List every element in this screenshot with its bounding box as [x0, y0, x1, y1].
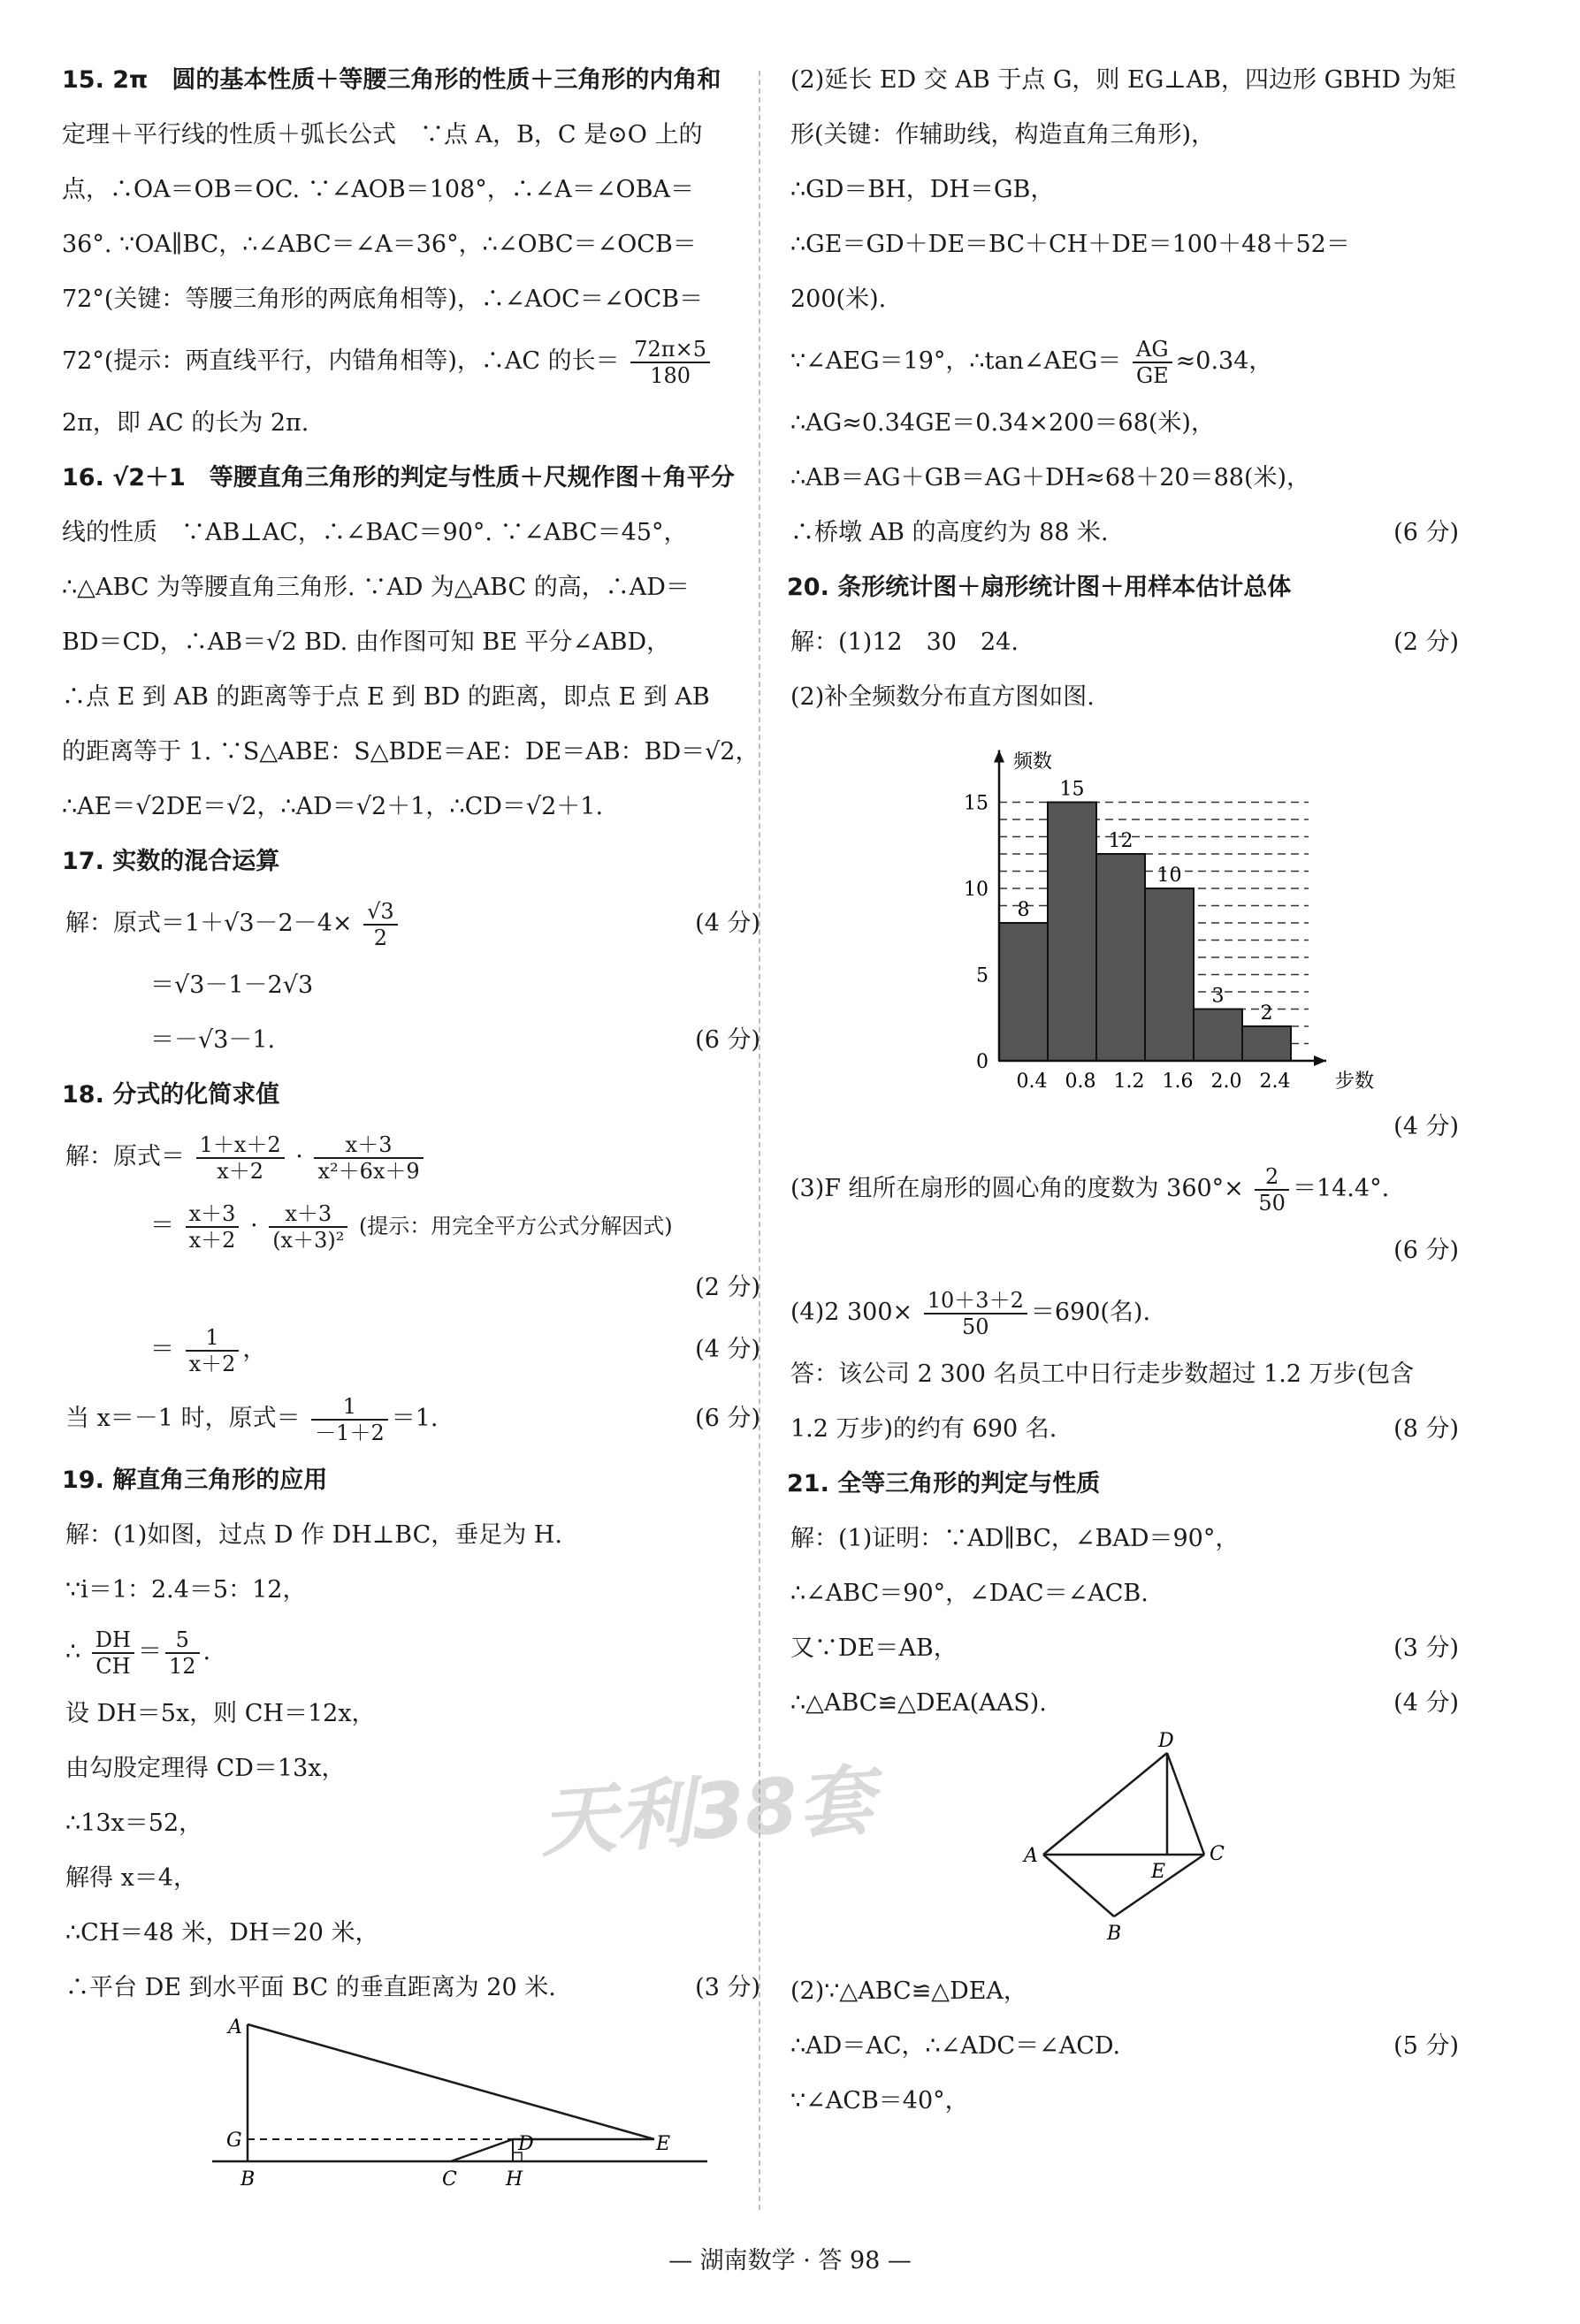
fraction-numerator: x＋3: [269, 1201, 347, 1228]
fraction-denominator: 2: [373, 925, 388, 950]
q19-line: ∵i＝1：2.4＝5：12，: [65, 1576, 307, 1604]
q19-text: ∴: [65, 1638, 81, 1665]
q19-text: .: [202, 1638, 211, 1665]
q19-text: ∴平台 DE 到水平面 BC 的垂直距离为 20 米.: [65, 1974, 556, 2001]
q15-line: 定理＋平行线的性质＋弧长公式 ∵点 A，B，C 是⊙O 上的: [62, 121, 703, 149]
score-label: (4 分): [695, 1336, 760, 1363]
fraction-denominator: (x＋3)²: [272, 1227, 345, 1253]
q16-line: 的距离等于 1. ∵S△ABE：S△BDE＝AE：DE＝AB：BD＝√2，: [62, 738, 759, 766]
y-tick-label: 0: [976, 1051, 988, 1073]
segment-ab: [1043, 1855, 1114, 1916]
segment-ae: [248, 2024, 654, 2139]
q21-line: 解：(1)证明：∵AD∥BC，∠BAD＝90°，: [790, 1525, 1240, 1552]
fraction: [1255, 1164, 1289, 1215]
q21-text: 又∵DE＝AB，: [790, 1634, 958, 1662]
point-h-label: H: [506, 2168, 523, 2191]
q20-text: ＝690(名).: [1030, 1299, 1151, 1326]
q19-text: ＝: [137, 1638, 162, 1665]
point-a-label: A: [1024, 1845, 1038, 1867]
y-tick-label: 15: [964, 792, 988, 815]
q16-line: BD＝CD，∴AB＝√2 BD. 由作图可知 BE 平分∠ABD，: [62, 629, 671, 656]
fraction-numerator: 2: [1255, 1164, 1289, 1191]
q19-line: 200(米).: [790, 286, 887, 313]
quadrilateral-diagram: [787, 1731, 1459, 1961]
fraction: [269, 1201, 347, 1253]
q19-text: ∴桥墩 AB 的高度约为 88 米.: [790, 519, 1109, 546]
bar: [999, 923, 1048, 1061]
fraction: [92, 1627, 134, 1679]
score-label: (5 分): [1393, 2032, 1459, 2060]
fraction-numerator: 1: [186, 1325, 240, 1352]
q19-line: ∴GE＝GD＋DE＝BC＋CH＋DE＝100＋48＋52＝: [790, 231, 1350, 258]
q15-line: 72°(关键：等腰三角形的两底角相等)，∴∠AOC＝∠OCB＝: [62, 286, 704, 313]
q20-text: 1.2 万步)的约有 690 名.: [790, 1415, 1057, 1443]
q16-line: ∴点 E 到 AB 的距离等于点 E 到 BD 的距离，即点 E 到 AB: [62, 683, 710, 711]
q19-line: ∴AB＝AG＋GB＝AG＋DH≈68＋20＝88(米)，: [790, 464, 1311, 491]
q21-text: ∴△ABC≌△DEA(AAS).: [790, 1689, 1047, 1717]
segment-dc: [1167, 1753, 1204, 1855]
bar: [1194, 1010, 1242, 1062]
bar-value-label: 2: [1260, 1002, 1273, 1025]
sqrt3-over-2-fraction: [363, 899, 398, 950]
score-label: (8 分): [1393, 1415, 1459, 1443]
fraction-denominator: x²＋6x＋9: [317, 1158, 420, 1184]
q18-heading: 18. 分式的化简求值: [62, 1081, 280, 1109]
fraction: [165, 1627, 200, 1679]
point-c-label: C: [442, 2168, 457, 2191]
fraction-denominator: 180: [650, 362, 691, 388]
q19-line: 由勾股定理得 CD＝13x，: [65, 1755, 346, 1782]
q20-text: (3)F 组所在扇形的圆心角的度数为 360°×: [790, 1175, 1244, 1202]
fraction-denominator: 50: [962, 1314, 989, 1339]
fraction-numerator: 1: [311, 1394, 388, 1421]
multiply-dot: ·: [250, 1212, 258, 1239]
fraction: [186, 1201, 240, 1253]
q21-line: [787, 2019, 1459, 2074]
q16-line: ∴AE＝√2DE＝√2，∴AD＝√2＋1，∴CD＝√2＋1.: [62, 793, 604, 820]
q19-line: [62, 1961, 760, 2015]
q19-line: [787, 506, 1459, 560]
x-tick-label: 0.8: [1065, 1071, 1096, 1093]
q19-line: 解得 x＝4，: [65, 1864, 197, 1892]
q19-text: ≈0.34，: [1175, 347, 1273, 375]
fraction-numerator: DH: [92, 1627, 134, 1654]
q19-line: ∴CH＝48 米，DH＝20 米，: [65, 1919, 379, 1947]
q18-text: 解：原式＝: [65, 1143, 185, 1170]
watermark-logo: 天利38套: [537, 1756, 877, 1869]
q20-heading: 20. 条形统计图＋扇形统计图＋用样本估计总体: [787, 574, 1292, 601]
fraction: [186, 1325, 240, 1376]
point-b-label: B: [240, 2168, 256, 2191]
bar: [1096, 854, 1145, 1061]
bridge-pier-diagram: [195, 2015, 725, 2192]
q21-text: ∴AD＝AC，∴∠ADC＝∠ACD.: [790, 2032, 1121, 2060]
bar-value-label: 8: [1017, 899, 1030, 921]
q17-line: [62, 1013, 760, 1068]
fraction-numerator: √3: [363, 899, 398, 926]
q19-line: [62, 1618, 760, 1687]
left-column: [62, 53, 760, 2196]
q18-line: [62, 1315, 760, 1384]
q18-text: ＝: [150, 1212, 174, 1239]
q17-text: ＝－√3－1.: [150, 1026, 276, 1054]
q19-line: 解：(1)如图，过点 D 作 DH⊥BC，垂足为 H.: [65, 1521, 562, 1549]
fraction: [196, 1132, 285, 1184]
x-tick-label: 1.6: [1162, 1071, 1194, 1093]
q20-line: [787, 1278, 1459, 1347]
q18-line: [62, 1123, 760, 1192]
q17-heading: 17. 实数的混合运算: [62, 848, 280, 875]
q18-text: ，: [242, 1336, 267, 1363]
x-tick-label: 1.2: [1113, 1071, 1145, 1093]
q19-line: ∴AG≈0.34GE＝0.34×200＝68(米)，: [790, 409, 1215, 437]
segment-ad: [1043, 1753, 1167, 1855]
bar: [1048, 803, 1096, 1062]
q19-line: ∴GD＝BH，DH＝GB，: [790, 176, 1055, 203]
frequency-histogram: [787, 725, 1459, 1096]
bar-value-label: 10: [1156, 865, 1182, 887]
score-label: (4 分): [1393, 1689, 1459, 1717]
bar: [1242, 1026, 1291, 1061]
fraction-numerator: 10＋3＋2: [924, 1288, 1027, 1314]
fraction: [314, 1132, 423, 1184]
fraction: [1133, 337, 1172, 388]
score-label: (6 分): [1393, 519, 1459, 546]
fraction-numerator: x＋3: [314, 1132, 423, 1159]
q20-text: (4)2 300×: [790, 1299, 913, 1326]
q19-line: 设 DH＝5x，则 CH＝12x，: [65, 1700, 376, 1727]
q15-line: 2π，即 AC 的长为 2π.: [62, 409, 309, 437]
q16-line: ∴△ABC 为等腰直角三角形. ∵AD 为△ABC 的高，∴AD＝: [62, 574, 690, 601]
q20-line: [787, 1402, 1459, 1457]
y-tick-label: 10: [964, 879, 988, 901]
q19-heading: 19. 解直角三角形的应用: [62, 1467, 328, 1494]
q19-line: 形(关键：作辅助线，构造直角三角形)，: [790, 121, 1216, 149]
score-label: (3 分): [1393, 1634, 1459, 1662]
q20-text: 解：(1)12 30 24.: [790, 629, 1019, 656]
q18-line: [62, 1384, 760, 1453]
arc-length-fraction: [630, 337, 710, 388]
q17-line: ＝√3－1－2√3: [150, 972, 314, 999]
fraction-denominator: x＋2: [217, 1158, 264, 1184]
q15-line: 36°. ∵OA∥BC，∴∠ABC＝∠A＝36°，∴∠OBC＝∠OCB＝: [62, 231, 697, 258]
score-label: (4 分): [1393, 1113, 1459, 1140]
bar-value-label: 15: [1059, 778, 1085, 801]
q20-score-line: [787, 1100, 1459, 1154]
q20-line: [787, 1154, 1459, 1223]
point-c-label: C: [1210, 1843, 1225, 1865]
q20-line: 答：该公司 2 300 名员工中日行走步数超过 1.2 万步(包含: [790, 1360, 1415, 1388]
x-axis-arrow: [1314, 1055, 1326, 1066]
x-axis-title: 步数: [1335, 1071, 1375, 1093]
y-tick-label: 5: [976, 964, 988, 987]
fraction-numerator: 5: [165, 1627, 200, 1654]
fraction-denominator: CH: [95, 1653, 131, 1679]
q19-line: ∴13x＝52，: [65, 1810, 203, 1837]
q15-text: 72°(提示：两直线平行，内错角相等)，∴AC 的长＝: [62, 347, 620, 375]
q20-line: (2)补全频数分布直方图如图.: [790, 683, 1095, 711]
page-footer: — 湖南数学 · 答 98 —: [668, 2247, 912, 2274]
q21-line: ∴∠ABC＝90°，∠DAC＝∠ACB.: [790, 1580, 1149, 1607]
fraction-numerator: 72π×5: [630, 337, 710, 363]
point-a-label: A: [228, 2016, 242, 2038]
fraction-numerator: 1＋x＋2: [196, 1132, 285, 1159]
q18-score-line: [62, 1261, 760, 1315]
q16-heading: 16. √2＋1 等腰直角三角形的判定与性质＋尺规作图＋角平分: [62, 464, 735, 491]
fraction: [924, 1288, 1027, 1339]
q21-line: ∵∠ACB＝40°，: [790, 2087, 969, 2114]
score-label: (2 分): [1393, 629, 1459, 656]
y-axis-arrow: [994, 751, 1004, 763]
score-label: (6 分): [695, 1026, 760, 1054]
q18-text: 当 x＝－1 时，原式＝: [65, 1405, 301, 1432]
q20-score-line: [787, 1223, 1459, 1278]
x-tick-label: 0.4: [1016, 1071, 1048, 1093]
q15-heading: 15. 2π 圆的基本性质＋等腰三角形的性质＋三角形的内角和: [62, 66, 721, 94]
q21-heading: 21. 全等三角形的判定与性质: [787, 1470, 1101, 1497]
q19-text: ∵∠AEG＝19°，∴tan∠AEG＝: [790, 347, 1122, 375]
q17-text: 解：原式＝1＋√3－2－4×: [65, 910, 353, 937]
q18-text: ＝1.: [391, 1405, 439, 1432]
point-d-label: D: [1158, 1731, 1174, 1752]
x-tick-label: 2.0: [1210, 1071, 1242, 1093]
fraction-denominator: GE: [1135, 362, 1169, 388]
q20-line: [787, 615, 1459, 670]
score-label: (2 分): [695, 1274, 760, 1301]
point-e-label: E: [1151, 1861, 1166, 1883]
q21-line: (2)∵△ABC≌△DEA，: [790, 1977, 1027, 2005]
score-label: (6 分): [1393, 1237, 1459, 1264]
score-label: (3 分): [695, 1974, 760, 2001]
right-column: [787, 53, 1459, 2129]
q18-line: [62, 1192, 760, 1261]
q19-line: [787, 327, 1459, 396]
score-label: (4 分): [695, 910, 760, 937]
q19-line: (2)延长 ED 交 AB 于点 G，则 EG⊥AB，四边形 GBHD 为矩: [790, 66, 1456, 94]
q21-line: [787, 1676, 1459, 1731]
q16-line: 线的性质 ∵AB⊥AC，∴∠BAC＝90°. ∵∠ABC＝45°，: [62, 519, 688, 546]
fraction-denominator: x＋2: [188, 1227, 236, 1253]
bar: [1145, 888, 1194, 1061]
q20-text: ＝14.4°.: [1292, 1175, 1390, 1202]
q17-line: [62, 889, 760, 958]
fraction-numerator: x＋3: [186, 1201, 240, 1228]
segment-cd: [451, 2139, 513, 2161]
fraction-denominator: x＋2: [188, 1351, 236, 1376]
q15-line: 点，∴OA＝OB＝OC. ∵∠AOB＝108°，∴∠A＝∠OBA＝: [62, 176, 694, 203]
x-tick-label: 2.4: [1259, 1071, 1291, 1093]
multiply-dot: ·: [295, 1143, 303, 1170]
fraction-denominator: 12: [168, 1653, 196, 1679]
bar-value-label: 3: [1211, 985, 1225, 1008]
q21-line: [787, 1621, 1459, 1676]
score-label: (6 分): [695, 1405, 760, 1432]
bar-value-label: 12: [1108, 830, 1133, 852]
fraction-denominator: －1＋2: [315, 1420, 385, 1445]
point-e-label: E: [656, 2133, 671, 2155]
hint-text: (提示：用完全平方公式分解因式): [358, 1214, 673, 1238]
point-g-label: G: [226, 2130, 242, 2152]
fraction-numerator: AG: [1133, 337, 1172, 363]
q18-text: ＝: [150, 1336, 174, 1363]
fraction: [311, 1394, 388, 1445]
fraction-denominator: 50: [1258, 1190, 1286, 1215]
point-d-label: D: [518, 2133, 534, 2155]
point-b-label: B: [1107, 1923, 1122, 1945]
y-axis-title: 频数: [1013, 751, 1053, 773]
q15-line: [62, 327, 760, 396]
